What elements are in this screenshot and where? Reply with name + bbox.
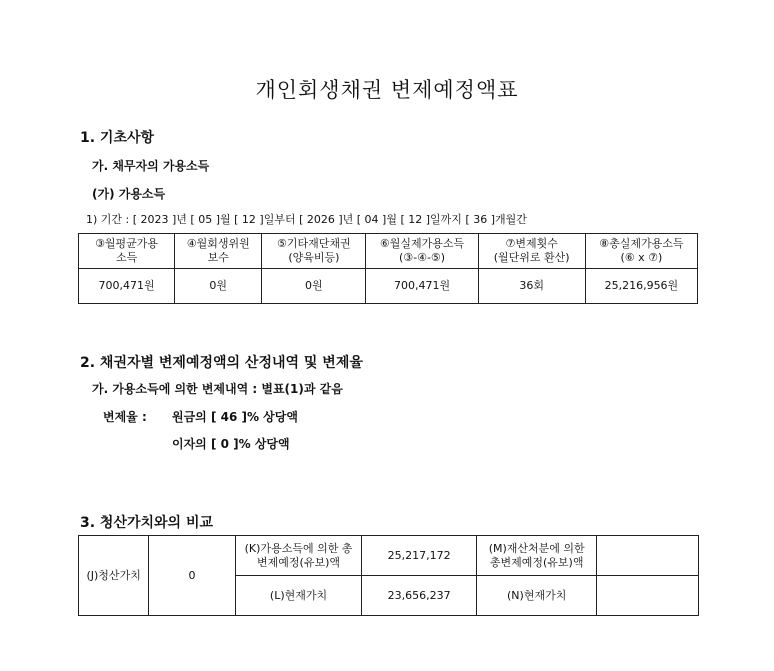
liquidation-row-1 [79,536,699,576]
income-table [78,233,698,304]
section1-heading: 1. 기초사항 [80,130,155,146]
cell-l-label: (L)현재가치 [235,576,362,616]
value-other-claims: 0원 [262,269,366,304]
section1-sub: 가. 채무자의 가용소득 [92,159,210,173]
cell-n-label: (N)현재가치 [476,576,597,616]
value-payment-count: 36회 [478,269,585,304]
cell-k-value: 25,217,172 [362,536,477,576]
period-line: 1) 기간 : [ 2023 ]년 [ 05 ]월 [ 12 ]일부터 [ 2026 ]년 [ 04 ]월 [ 12 ]일까지 [ 36 ]개월간 [86,213,527,226]
header-other-claims: ⑤기타재단채권 (양육비등) [262,234,366,269]
section3-heading: 3. 청산가치와의 비교 [80,515,213,531]
header-trustee-fee: ④월회생위원 보수 [175,234,262,269]
principal-rate: 원금의 [ 46 ]% 상당액 [172,410,298,424]
income-table-header-row [79,234,698,269]
header-total-income: ⑧총실제가용소득 (⑥ x ⑦) [585,234,697,269]
value-monthly-avg-income: 700,471원 [79,269,175,304]
page-title: 개인회생채권 변제예정액표 [255,78,519,102]
value-total-income: 25,216,956원 [585,269,697,304]
header-monthly-avg-income: ③월평균가용 소득 [79,234,175,269]
value-trustee-fee: 0원 [175,269,262,304]
section1-subsub: (가) 가용소득 [92,187,166,201]
section2-heading: 2. 채권자별 변제예정액의 산정내역 및 변제율 [80,355,363,371]
header-actual-income: ⑥월실제가용소득 (③-④-⑤) [366,234,478,269]
liquidation-table [78,535,699,616]
cell-k-label: (K)가용소득에 의한 총 변제예정(유보)액 [235,536,362,576]
cell-j-value: 0 [149,536,235,616]
cell-m-label: (M)재산처분에 의한 총변제예정(유보)액 [476,536,597,576]
header-payment-count: ⑦변제횟수 (월단위로 환산) [478,234,585,269]
cell-m-value [597,536,699,576]
repayment-rate-label: 변제율 : [103,410,147,424]
cell-l-value: 23,656,237 [362,576,477,616]
interest-rate: 이자의 [ 0 ]% 상당액 [172,437,290,451]
section2-sub: 가. 가용소득에 의한 변제내역 : 별표(1)과 같음 [92,382,343,396]
value-actual-income: 700,471원 [366,269,478,304]
cell-n-value [597,576,699,616]
cell-j-label: (J)청산가치 [79,536,149,616]
income-table-value-row [79,269,698,304]
